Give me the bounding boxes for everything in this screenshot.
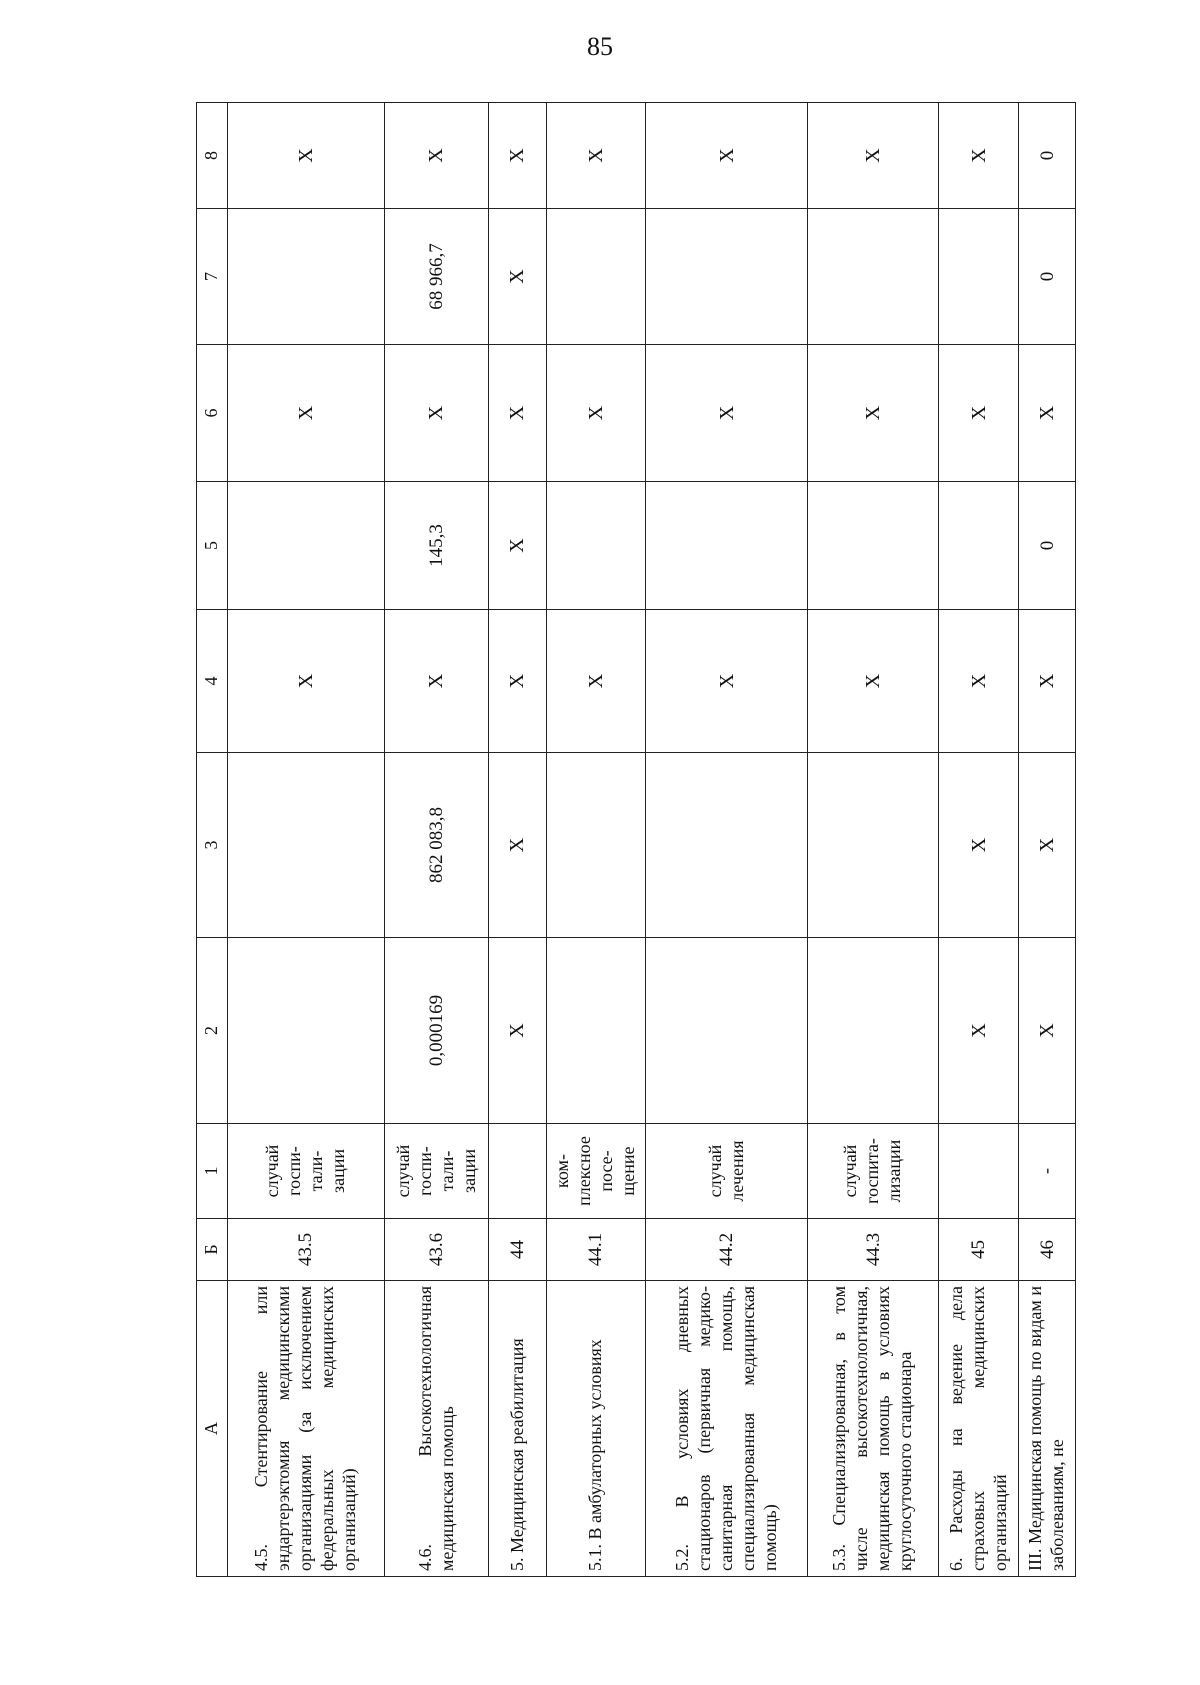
table-row [646,103,808,1577]
value-cell: X [938,610,1019,753]
value-cell [808,938,939,1124]
value-cell [938,482,1019,610]
value-cell: X [938,103,1019,209]
row-code-cell: 45 [938,1219,1019,1281]
value-cell: X [228,345,385,482]
value-cell: X [228,103,385,209]
value-cell [646,482,808,610]
row-code-cell: 44.3 [808,1219,939,1281]
value-cell [646,753,808,938]
value-cell: 0 [1019,103,1076,209]
value-cell [546,209,645,345]
table-row [808,103,939,1577]
row-name-cell: 5.3. Специализированная, в том числе высокотехнологичная, медицинская помощь в условиях круглосуточного стационара [808,1281,939,1577]
table-row [384,103,489,1577]
row-unit-cell: ком-плексное посе-щение [546,1124,645,1219]
row-unit-cell [489,1124,547,1219]
row-code-cell: 44 [489,1219,547,1281]
value-cell: X [489,482,547,610]
value-cell: X [1019,345,1076,482]
data-table [196,102,1076,1577]
row-unit-cell: - [1019,1124,1076,1219]
table-row [1019,103,1076,1577]
value-cell: X [384,345,489,482]
header-cell: 2 [197,938,228,1124]
value-cell: X [489,938,547,1124]
value-cell [546,938,645,1124]
header-cell: 5 [197,482,228,610]
table-row [228,103,385,1577]
value-cell: X [646,345,808,482]
value-cell [646,209,808,345]
header-cell: А [197,1281,228,1577]
table-row [938,103,1019,1577]
value-cell: X [546,345,645,482]
value-cell [228,209,385,345]
value-cell [546,753,645,938]
row-name-cell: 5.2. В условиях дневных стационаров (первичная медико-санитарная помощь, специализированная медицинская помощь) [646,1281,808,1577]
row-unit-cell: случай лечения [646,1124,808,1219]
row-code-cell: 43.5 [228,1219,385,1281]
row-name-cell: 4.6. Высокотехнологичная медицинская помощь [384,1281,489,1577]
row-unit-cell: случай госпи-тали-зации [384,1124,489,1219]
row-code-cell: 43.6 [384,1219,489,1281]
value-cell: X [489,753,547,938]
value-cell: 0 [1019,482,1076,610]
value-cell: 862 083,8 [384,753,489,938]
value-cell: 0,000169 [384,938,489,1124]
value-cell: 0 [1019,209,1076,345]
row-name-cell: 4.5. Стентирование или эндартерэктомия медицинскими организациями (за исключением федеральных медицинских организаций) [228,1281,385,1577]
table-row [546,103,645,1577]
value-cell: X [808,610,939,753]
rotated-table-container [196,103,1076,1577]
value-cell [228,482,385,610]
value-cell [808,209,939,345]
value-cell: X [228,610,385,753]
value-cell [646,938,808,1124]
value-cell: X [489,103,547,209]
value-cell: X [808,345,939,482]
header-cell: 7 [197,209,228,345]
value-cell: X [546,610,645,753]
value-cell: X [646,103,808,209]
value-cell: X [1019,610,1076,753]
row-name-cell: 6. Расходы на ведение дела страховых медицинских организаций [938,1281,1019,1577]
value-cell [938,209,1019,345]
value-cell: X [384,103,489,209]
value-cell: X [489,610,547,753]
value-cell: X [1019,753,1076,938]
row-unit-cell: случай госпи-тали-зации [228,1124,385,1219]
value-cell: X [938,345,1019,482]
value-cell: X [546,103,645,209]
row-code-cell: 44.2 [646,1219,808,1281]
header-cell: 1 [197,1124,228,1219]
header-cell: 6 [197,345,228,482]
header-cell: Б [197,1219,228,1281]
value-cell [228,753,385,938]
header-row [197,103,228,1577]
value-cell: X [938,938,1019,1124]
value-cell: X [384,610,489,753]
value-cell: X [938,753,1019,938]
value-cell: X [1019,938,1076,1124]
value-cell: X [808,103,939,209]
table-row [489,103,547,1577]
header-cell: 3 [197,753,228,938]
row-unit-cell [938,1124,1019,1219]
page-number: 85 [587,32,613,61]
row-unit-cell: случай госпита-лизации [808,1124,939,1219]
row-name-cell: 5.1. В амбулаторных условиях [546,1281,645,1577]
value-cell [808,482,939,610]
value-cell: 145,3 [384,482,489,610]
value-cell [808,753,939,938]
header-cell: 8 [197,103,228,209]
row-code-cell: 44.1 [546,1219,645,1281]
row-name-cell: 5. Медицинская реабилитация [489,1281,547,1577]
value-cell: X [646,610,808,753]
value-cell [546,482,645,610]
value-cell: X [489,345,547,482]
value-cell: X [489,209,547,345]
row-name-cell: III. Медицинская помощь по видам и заболеваниям, не [1019,1281,1076,1577]
value-cell [228,938,385,1124]
header-cell: 4 [197,610,228,753]
value-cell: 68 966,7 [384,209,489,345]
row-code-cell: 46 [1019,1219,1076,1281]
